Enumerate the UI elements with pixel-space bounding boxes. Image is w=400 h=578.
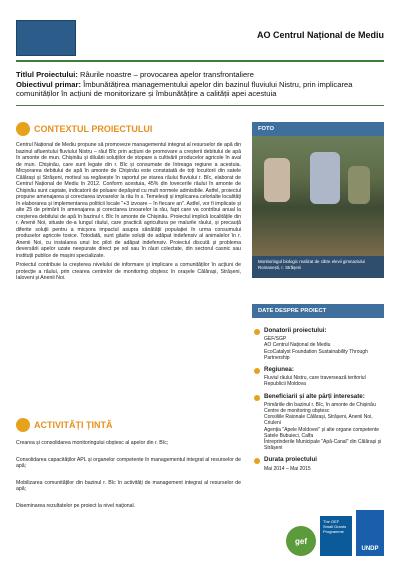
duration-block xyxy=(252,457,384,471)
duration-value: Mai 2014 – Mai 2015 xyxy=(264,465,311,472)
bullet-icon xyxy=(254,368,260,374)
region-value: Fluviul râului Nistru, care traversează teritoriul Republicii Moldova xyxy=(264,375,366,388)
donors-value: GEF/SGP AO Centrul Național de Mediu EcoCatalyst Foundation Sustainability Through Partnership xyxy=(264,336,368,361)
activity-item: Mobilizarea comunităților din bazinul r. Bîc în activități de management integrat al resurselor de apă; xyxy=(16,479,241,492)
details-heading: DATE DESPRE PROIECT xyxy=(252,304,384,318)
right-column xyxy=(252,122,384,478)
region-label: Regiunea: xyxy=(264,366,294,374)
undp-logo: UNDP xyxy=(356,510,384,556)
project-photo xyxy=(252,136,384,256)
region-block xyxy=(252,367,384,388)
star-icon xyxy=(16,122,30,136)
donors-block xyxy=(252,328,384,361)
activity-item: Crearea și consolidarea monitoringului obștesc al apelor din r. Bîc; xyxy=(16,440,169,446)
title-label: Titlul Proiectului: xyxy=(16,70,78,79)
context-body xyxy=(16,142,241,285)
activity-item: Diseminarea rezultatelor pe proiect la nivel național. xyxy=(16,502,136,509)
bullet-icon xyxy=(254,395,260,401)
title-value: Râurile noastre – provocarea apelor transfrontaliere xyxy=(80,70,254,79)
sgp-logo: The GEF Small Grants Programme xyxy=(320,516,352,556)
beneficiaries-value: Primăriile din bazinul r. Bîc, în amonte de Chișinău Centre de monitoring obștesc Consiliile Raionale Călărași, Strășeni, Anenii Noi, Criuleni Agenția "Apele Moldovei" și alte organe competente Satele Bubuieci, Calfa Întreprinderile Municipale "Apă-Canal" din Călărași și Strășeni xyxy=(264,401,382,452)
project-details xyxy=(252,328,384,472)
context-paragraph-2: Proiectul contribuie la creșterea nivelului de informare și implicare a comunităților în acțiuni de protecție a râului, prin crearea centrelor de monitoring obștesc în orașele Călărași, Strășeni, Ialoveni și Anenii Noi. xyxy=(16,262,241,281)
header-rule xyxy=(16,60,384,62)
beneficiaries-label: Beneficiarii și alte părți interesate: xyxy=(264,392,365,400)
star-icon xyxy=(16,418,30,432)
header xyxy=(16,20,384,54)
sponsor-logos xyxy=(286,508,388,556)
bullet-icon xyxy=(254,458,260,464)
org-logo xyxy=(16,20,76,56)
duration-label: Durata proiectului xyxy=(264,456,317,464)
photo-heading: FOTO xyxy=(252,122,384,136)
donors-label: Donatorii proiectului: xyxy=(264,327,327,334)
context-paragraph-1: Centrul Național de Mediu propune să promoveze managementul integrat al resurselor de apă din bazinul afluentului fluviului Nistru – râul Bîc prin acțiuni de promovare a creșterii debitului de apă în amonte de mun. Chișinău și diluării soluțiilor de stopare a cultivării producelor agricole în aval de mun. Chișinău, care sunt legate din r. Bîc și consumate de întreaga regiune a acestuia. Micșorarea debitului de apă în amonte de Chișinău este constatată de toți locuitorii din satele Călărași și Strășeni, motivul sa regăsește în raportul pe starea râului fluviului r. Bîc, elaborat de Centrul Național de Mediu în 2012. Conform acestuia, 45% din lovecerile râului în amonte de Chișinău sunt captate, indicatorii de poluare depășind cu mult normele admisibile. Astfel, proiectul propune amenajarea și corectarea izvoarelor la râu în s. Temeleuți și implicarea celorlalte localități în elaborarea și implementarea politicii locale "+3 izvoare – în fiecare an". Astfel, vor fi implicate și alte 25 de primării în amenajarea și corectarea izvoarelor la râu, fapt care va contribui anual la creșterea debitului de apă în bazinul r. Bîc în amonte de Chișinău. Proiectul implică localitățile din r. Anenii Noi, situate de-a lungul râului, care practică agricultura pe malurile râului, și precauță diferite soluții pentru a micșora impactul asupra sănătății populației în urma consumului produselor agricole toxice. Totodată, sunt găsite soluții de adăpat indefensiv al animalelor în r. Anenii Noi, cu instalarea unui loc pilot de adăpat indefensiv. Proiectul discută și problema deversării apelor uzate neepurate direct pe sol sau în râuri colectate, din sectorul casnic sau instituții publice de mașini specializate. xyxy=(16,142,241,259)
project-summary xyxy=(16,70,384,99)
objective-label: Obiectivul primar: xyxy=(16,79,81,89)
objective-value: Îmbunătățirea managementului apelor din bazinul fluviului Nistru, prin implicarea comunităților în acțiuni de monitorizare și îmbunătățire a calității apei acestuia xyxy=(16,79,353,98)
activity-item: Consolidarea capacităților APL și organelor competente în managementul integrat al resurselor de apă; xyxy=(16,456,242,469)
activities-heading xyxy=(16,416,113,434)
bullet-icon xyxy=(254,329,260,335)
summary-rule xyxy=(16,105,384,106)
beneficiaries-block xyxy=(252,394,384,452)
activities-list xyxy=(16,440,241,512)
activities-heading-text: ACTIVITĂȚI ȚINTĂ xyxy=(34,420,113,430)
org-title: AO Centrul Național de Mediu xyxy=(256,30,384,40)
photo-caption: Monitoringul biologic realizat de către elevii gimnaziului Romanești, r. Strășeni xyxy=(252,256,384,278)
context-heading-text: CONTEXTUL PROIECTULUI xyxy=(34,124,153,134)
context-heading xyxy=(16,120,152,138)
gef-logo: gef xyxy=(286,526,316,556)
